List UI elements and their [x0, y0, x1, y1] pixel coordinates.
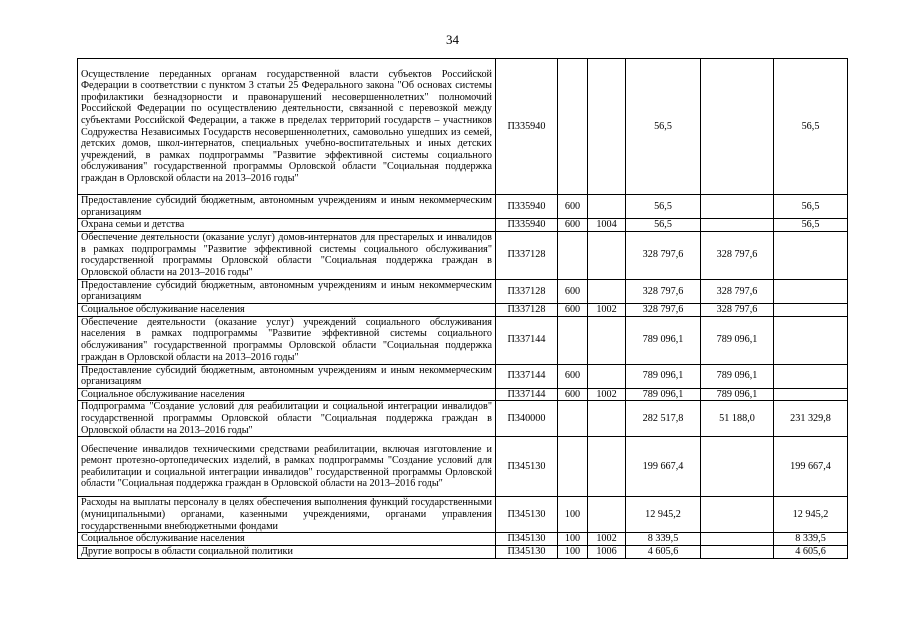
table-row — [78, 533, 848, 546]
amount-total: 328 797,6 — [626, 231, 701, 279]
amount-column-6 — [701, 545, 774, 558]
expense-type-code: 600 — [558, 195, 588, 219]
table-row — [78, 59, 848, 195]
amount-total: 789 096,1 — [626, 364, 701, 388]
expense-name: Предоставление субсидий бюджетным, автономным учреждениям и иным некоммерческим организациям — [78, 364, 496, 388]
amount-column-6: 328 797,6 — [701, 279, 774, 303]
target-article-code: П337144 — [496, 388, 558, 401]
table-row — [78, 231, 848, 279]
amount-column-7: 56,5 — [774, 59, 848, 195]
expense-name: Предоставление субсидий бюджетным, автономным учреждениям и иным некоммерческим организациям — [78, 279, 496, 303]
amount-total: 789 096,1 — [626, 388, 701, 401]
target-article-code: П337128 — [496, 303, 558, 316]
expense-type-code — [558, 316, 588, 364]
amount-total: 12 945,2 — [626, 497, 701, 533]
expense-name: Обеспечение инвалидов техническими средствами реабилитации, включая изготовление и ремонт протезно-ортопедических изделий, в рамках подпрограммы "Создание условий для реабилитации и социальной интеграции инвалидов" государственной программы Орловской области "Социальная поддержка граждан в Орловской области на 2013–2016 годы" — [78, 437, 496, 497]
amount-total: 328 797,6 — [626, 279, 701, 303]
amount-total: 8 339,5 — [626, 533, 701, 546]
target-article-code: П340000 — [496, 401, 558, 437]
expense-name: Обеспечение деятельности (оказание услуг) домов-интернатов для престарелых и инвалидов в рамках подпрограммы "Развитие эффективной системы социального обслуживания" государственной программы Орловской области "Социальная поддержка граждан в Орловской области на 2013–2016 годы" — [78, 231, 496, 279]
expense-type-code: 600 — [558, 388, 588, 401]
target-article-code: П345130 — [496, 437, 558, 497]
expense-name: Другие вопросы в области социальной политики — [78, 545, 496, 558]
table-row — [78, 219, 848, 232]
amount-column-7: 12 945,2 — [774, 497, 848, 533]
amount-column-6 — [701, 533, 774, 546]
amount-column-7: 56,5 — [774, 195, 848, 219]
table-body — [78, 59, 848, 559]
amount-total: 199 667,4 — [626, 437, 701, 497]
expense-type-code: 600 — [558, 219, 588, 232]
section-subsection-code — [588, 59, 626, 195]
amount-total: 282 517,8 — [626, 401, 701, 437]
amount-column-6: 789 096,1 — [701, 388, 774, 401]
table-row — [78, 545, 848, 558]
table-row — [78, 364, 848, 388]
expense-name: Охрана семьи и детства — [78, 219, 496, 232]
budget-table — [77, 58, 848, 559]
section-subsection-code — [588, 231, 626, 279]
table-row — [78, 388, 848, 401]
expense-name: Социальное обслуживание населения — [78, 303, 496, 316]
expense-type-code — [558, 231, 588, 279]
expense-name: Подпрограмма "Создание условий для реабилитации и социальной интеграции инвалидов" государственной программы Орловской области "Социальная поддержка граждан в Орловской области на 2013–2016 годы" — [78, 401, 496, 437]
target-article-code: П335940 — [496, 59, 558, 195]
amount-total: 56,5 — [626, 219, 701, 232]
section-subsection-code: 1002 — [588, 303, 626, 316]
section-subsection-code: 1004 — [588, 219, 626, 232]
expense-name: Социальное обслуживание населения — [78, 388, 496, 401]
amount-total: 328 797,6 — [626, 303, 701, 316]
amount-column-6: 328 797,6 — [701, 231, 774, 279]
amount-column-7: 56,5 — [774, 219, 848, 232]
section-subsection-code: 1006 — [588, 545, 626, 558]
expense-type-code: 600 — [558, 279, 588, 303]
amount-column-7 — [774, 388, 848, 401]
amount-total: 789 096,1 — [626, 316, 701, 364]
target-article-code: П337128 — [496, 231, 558, 279]
expense-type-code — [558, 437, 588, 497]
amount-column-7: 199 667,4 — [774, 437, 848, 497]
expense-name: Обеспечение деятельности (оказание услуг) учреждений социального обслуживания населения в рамках подпрограммы "Развитие эффективной системы социального обслуживания" государственной программы Орловской области "Социальная поддержка граждан в Орловской области на 2013–2016 годы" — [78, 316, 496, 364]
target-article-code: П337128 — [496, 279, 558, 303]
amount-column-6 — [701, 437, 774, 497]
expense-type-code: 100 — [558, 545, 588, 558]
expense-type-code — [558, 59, 588, 195]
amount-column-6: 51 188,0 — [701, 401, 774, 437]
expense-type-code: 100 — [558, 533, 588, 546]
amount-column-6 — [701, 195, 774, 219]
amount-total: 56,5 — [626, 195, 701, 219]
amount-column-6: 328 797,6 — [701, 303, 774, 316]
expense-name: Осуществление переданных органам государственной власти субъектов Российской Федерации в соответствии с пунктом 3 статьи 25 Федерального закона "Об основах системы профилактики безнадзорности и правонарушений несовершеннолетних" полномочий Российской Федерации по осуществлению деятельности, связанной с перевозкой между субъектами Российской Федерации, а также в пределах территорий государств – участников Содружества Независимых Государств несовершеннолетних, самовольно ушедших из семей, детских домов, школ-интернатов, специальных учебно-воспитательных и иных детских учреждений, в рамках подпрограммы "Развитие эффективной системы социального обслуживания" государственной программы Орловской области "Социальная поддержка граждан в Орловской области на 2013–2016 годы" — [78, 59, 496, 195]
section-subsection-code — [588, 316, 626, 364]
expense-type-code: 600 — [558, 364, 588, 388]
amount-total: 56,5 — [626, 59, 701, 195]
expense-name: Предоставление субсидий бюджетным, автономным учреждениям и иным некоммерческим организациям — [78, 195, 496, 219]
section-subsection-code — [588, 195, 626, 219]
amount-column-7 — [774, 303, 848, 316]
amount-column-7: 8 339,5 — [774, 533, 848, 546]
section-subsection-code — [588, 364, 626, 388]
amount-column-7 — [774, 316, 848, 364]
amount-column-6: 789 096,1 — [701, 316, 774, 364]
table-row — [78, 437, 848, 497]
target-article-code: П335940 — [496, 195, 558, 219]
amount-column-6 — [701, 219, 774, 232]
table-row — [78, 316, 848, 364]
table-row — [78, 401, 848, 437]
expense-name: Социальное обслуживание населения — [78, 533, 496, 546]
amount-column-6 — [701, 59, 774, 195]
table-row — [78, 303, 848, 316]
amount-column-7: 4 605,6 — [774, 545, 848, 558]
section-subsection-code — [588, 279, 626, 303]
table-row — [78, 279, 848, 303]
amount-column-7 — [774, 364, 848, 388]
section-subsection-code: 1002 — [588, 388, 626, 401]
target-article-code: П345130 — [496, 545, 558, 558]
target-article-code: П337144 — [496, 316, 558, 364]
amount-total: 4 605,6 — [626, 545, 701, 558]
expense-type-code — [558, 401, 588, 437]
amount-column-7 — [774, 231, 848, 279]
expense-type-code: 600 — [558, 303, 588, 316]
amount-column-6 — [701, 497, 774, 533]
table-row — [78, 195, 848, 219]
section-subsection-code — [588, 497, 626, 533]
expense-name: Расходы на выплаты персоналу в целях обеспечения выполнения функций государственными (муниципальными) органами, казенными учреждениями, органами управления государственными внебюджетными фондами — [78, 497, 496, 533]
section-subsection-code — [588, 437, 626, 497]
amount-column-7 — [774, 279, 848, 303]
table-row — [78, 497, 848, 533]
target-article-code: П337144 — [496, 364, 558, 388]
target-article-code: П335940 — [496, 219, 558, 232]
target-article-code: П345130 — [496, 497, 558, 533]
expense-type-code: 100 — [558, 497, 588, 533]
target-article-code: П345130 — [496, 533, 558, 546]
section-subsection-code: 1002 — [588, 533, 626, 546]
section-subsection-code — [588, 401, 626, 437]
amount-column-6: 789 096,1 — [701, 364, 774, 388]
page-number: 34 — [446, 32, 459, 47]
amount-column-7: 231 329,8 — [774, 401, 848, 437]
